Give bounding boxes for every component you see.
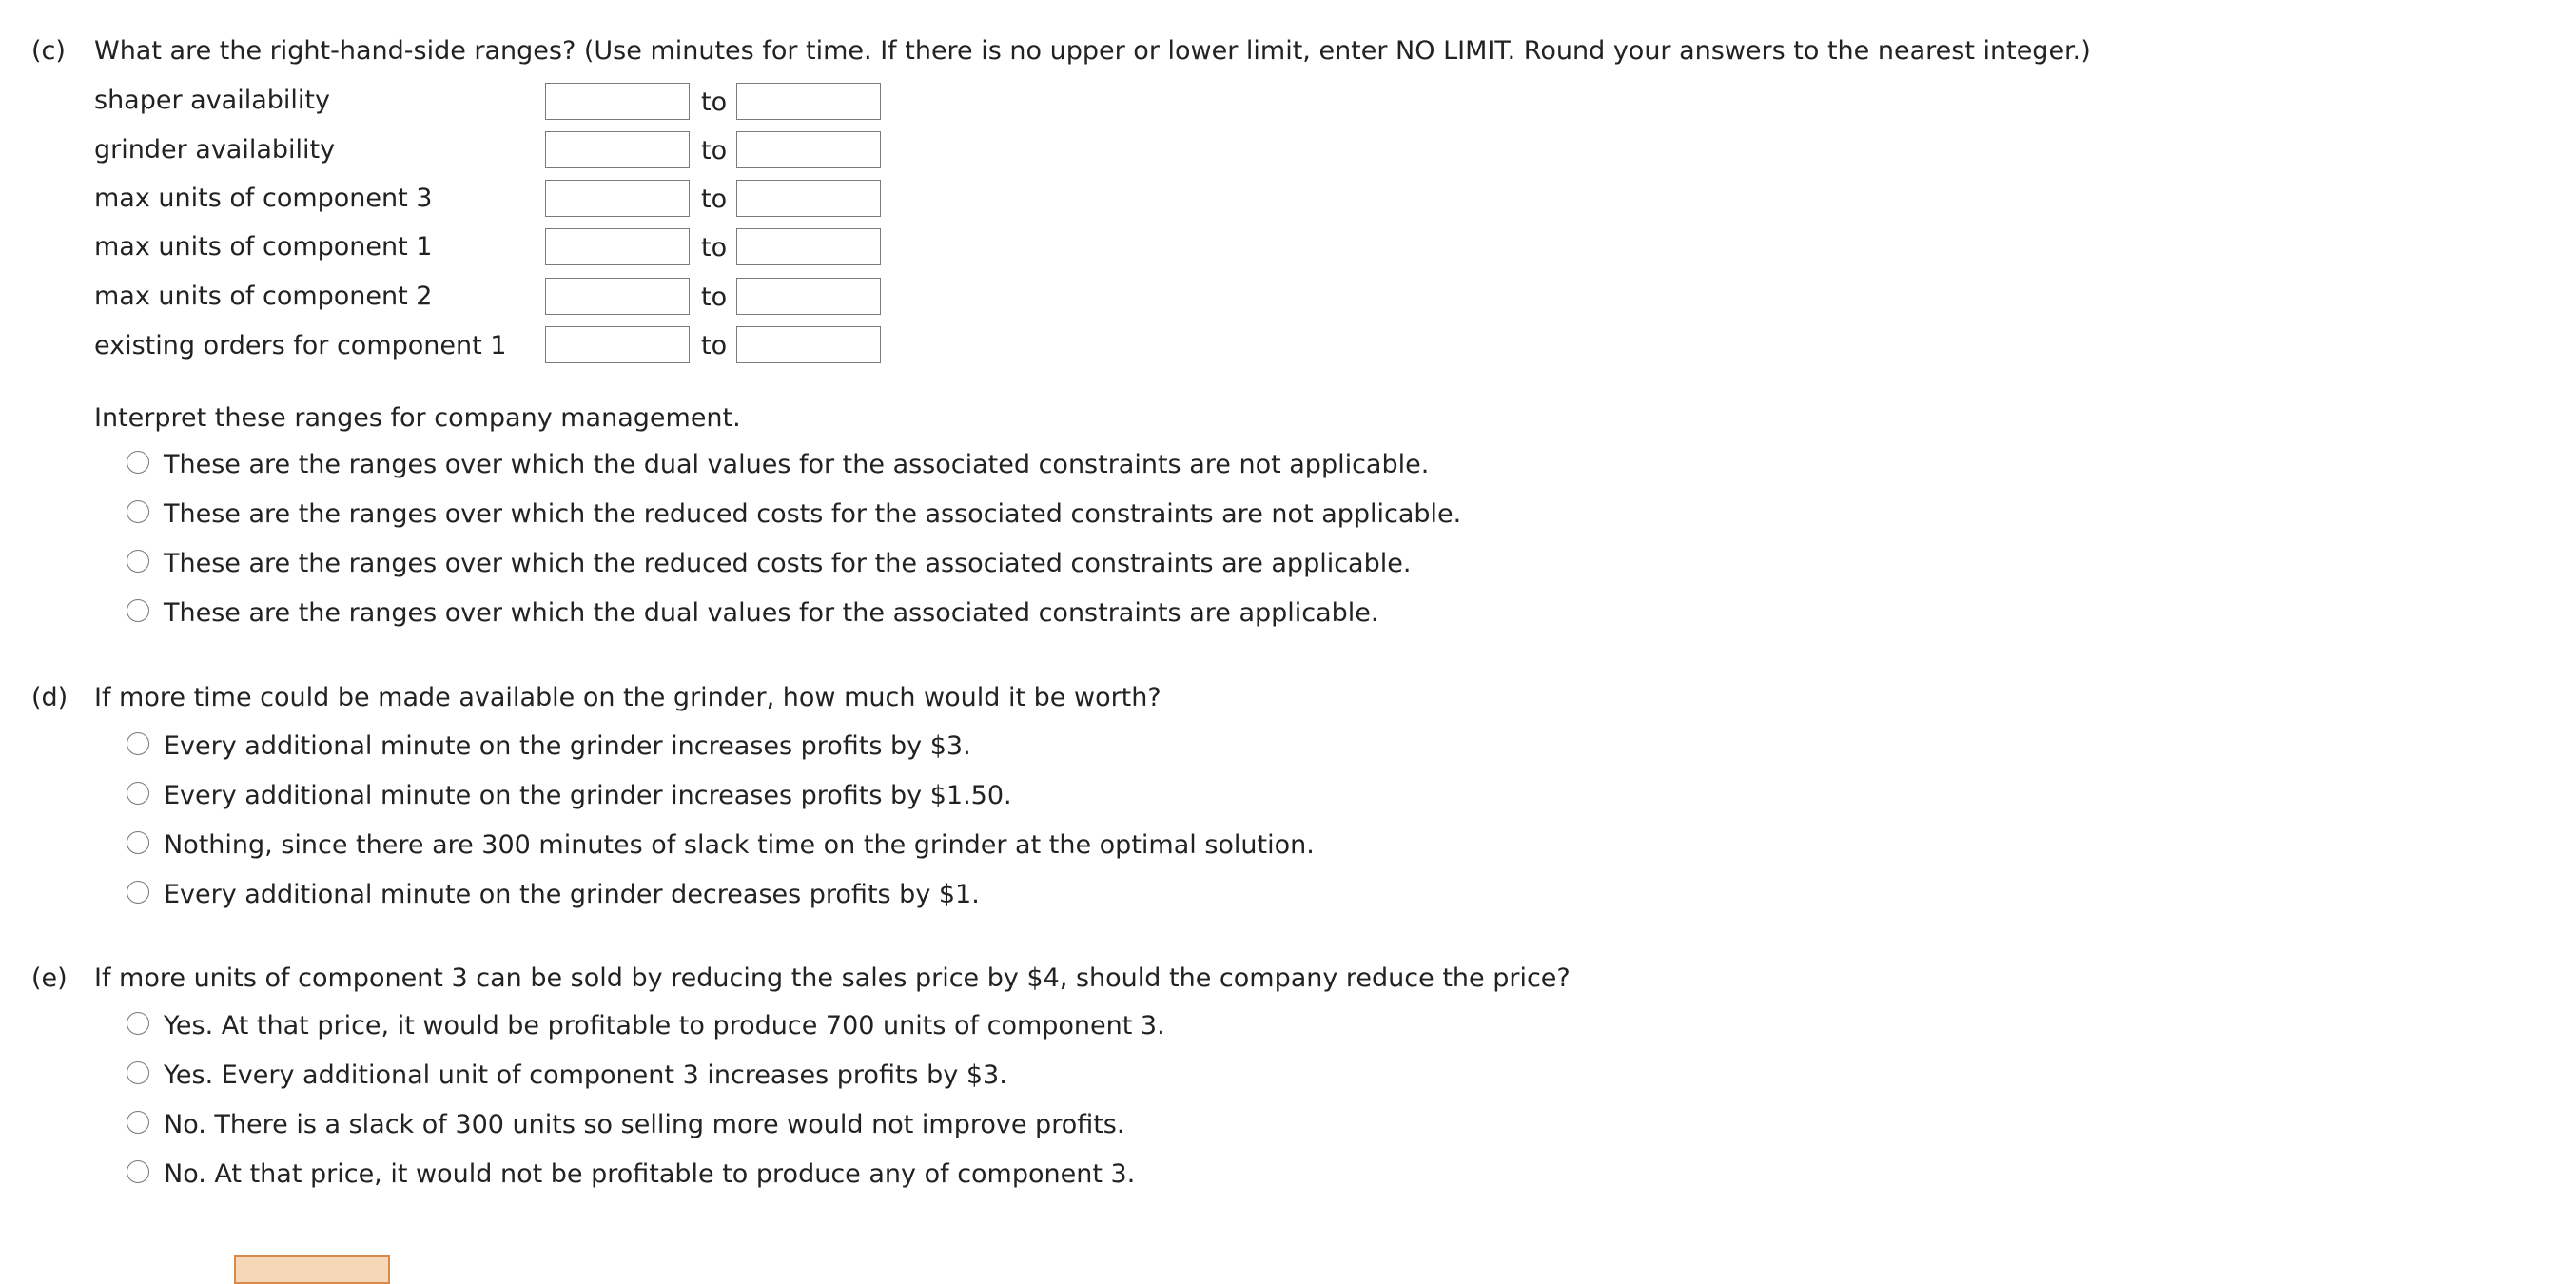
part-d-option-1-text: Every additional minute on the grinder increases profits by $3. xyxy=(164,731,971,761)
help-button[interactable] xyxy=(234,1255,390,1284)
range-row-label-grinder: grinder availability xyxy=(94,135,336,165)
part-c-option-2-radio[interactable] xyxy=(127,500,149,523)
part-c-label: (c) xyxy=(31,36,66,66)
part-d-option-1-radio[interactable] xyxy=(127,732,149,755)
range-lower-input-grinder[interactable] xyxy=(545,131,690,168)
range-row-label-shaper: shaper availability xyxy=(94,86,330,115)
part-c-option-3-radio[interactable] xyxy=(127,550,149,573)
part-e-label: (e) xyxy=(31,963,68,993)
part-e-option-3-text: No. There is a slack of 300 units so selling more would not improve profits. xyxy=(164,1110,1125,1139)
range-row-label-component-2: max units of component 2 xyxy=(94,282,433,311)
to-separator: to xyxy=(701,282,728,312)
to-separator: to xyxy=(701,233,728,263)
range-row-label-existing-orders: existing orders for component 1 xyxy=(94,331,507,360)
part-e-option-1-text: Yes. At that price, it would be profitable to produce 700 units of component 3. xyxy=(164,1011,1165,1041)
to-separator: to xyxy=(701,136,728,165)
range-upper-input-existing-orders[interactable] xyxy=(736,326,881,363)
part-e-option-3-radio[interactable] xyxy=(127,1111,149,1134)
part-c-option-1-text: These are the ranges over which the dual values for the associated constraints are not applicable. xyxy=(164,450,1430,479)
part-d-option-2-text: Every additional minute on the grinder increases profits by $1.50. xyxy=(164,781,1012,810)
part-c-question: What are the right-hand-side ranges? (Use minutes for time. If there is no upper or lower limit, enter NO LIMIT. Round your answers to the nearest integer.) xyxy=(94,36,2091,66)
part-e-option-2-text: Yes. Every additional unit of component 3 increases profits by $3. xyxy=(164,1060,1007,1090)
part-d-option-4-radio[interactable] xyxy=(127,881,149,904)
part-d-option-4-text: Every additional minute on the grinder decreases profits by $1. xyxy=(164,880,980,909)
part-c-option-4-text: These are the ranges over which the dual values for the associated constraints are applicable. xyxy=(164,598,1379,628)
part-e-option-2-radio[interactable] xyxy=(127,1061,149,1084)
range-row-label-component-3: max units of component 3 xyxy=(94,184,433,213)
range-row-label-component-1: max units of component 1 xyxy=(94,232,433,262)
range-upper-input-grinder[interactable] xyxy=(736,131,881,168)
part-e-option-1-radio[interactable] xyxy=(127,1012,149,1035)
part-d-question: If more time could be made available on the grinder, how much would it be worth? xyxy=(94,683,1161,712)
range-lower-input-component-2[interactable] xyxy=(545,278,690,315)
part-d-label: (d) xyxy=(31,683,68,712)
part-d-option-3-radio[interactable] xyxy=(127,831,149,854)
part-c-option-3-text: These are the ranges over which the reduced costs for the associated constraints are applicable. xyxy=(164,549,1412,578)
range-upper-input-component-3[interactable] xyxy=(736,180,881,217)
part-c-option-2-text: These are the ranges over which the reduced costs for the associated constraints are not applicable. xyxy=(164,499,1462,529)
range-lower-input-component-1[interactable] xyxy=(545,228,690,265)
to-separator: to xyxy=(701,331,728,360)
to-separator: to xyxy=(701,88,728,117)
interpret-prompt: Interpret these ranges for company management. xyxy=(94,403,741,433)
part-d-option-3-text: Nothing, since there are 300 minutes of slack time on the grinder at the optimal solution. xyxy=(164,830,1315,860)
range-upper-input-component-1[interactable] xyxy=(736,228,881,265)
to-separator: to xyxy=(701,185,728,214)
range-lower-input-shaper[interactable] xyxy=(545,83,690,120)
range-lower-input-existing-orders[interactable] xyxy=(545,326,690,363)
range-lower-input-component-3[interactable] xyxy=(545,180,690,217)
part-d-option-2-radio[interactable] xyxy=(127,782,149,805)
part-e-option-4-radio[interactable] xyxy=(127,1160,149,1183)
part-c-option-1-radio[interactable] xyxy=(127,451,149,474)
part-e-option-4-text: No. At that price, it would not be profitable to produce any of component 3. xyxy=(164,1159,1136,1189)
range-upper-input-shaper[interactable] xyxy=(736,83,881,120)
range-upper-input-component-2[interactable] xyxy=(736,278,881,315)
part-c-option-4-radio[interactable] xyxy=(127,599,149,622)
part-e-question: If more units of component 3 can be sold by reducing the sales price by $4, should the company reduce the price? xyxy=(94,963,1571,993)
